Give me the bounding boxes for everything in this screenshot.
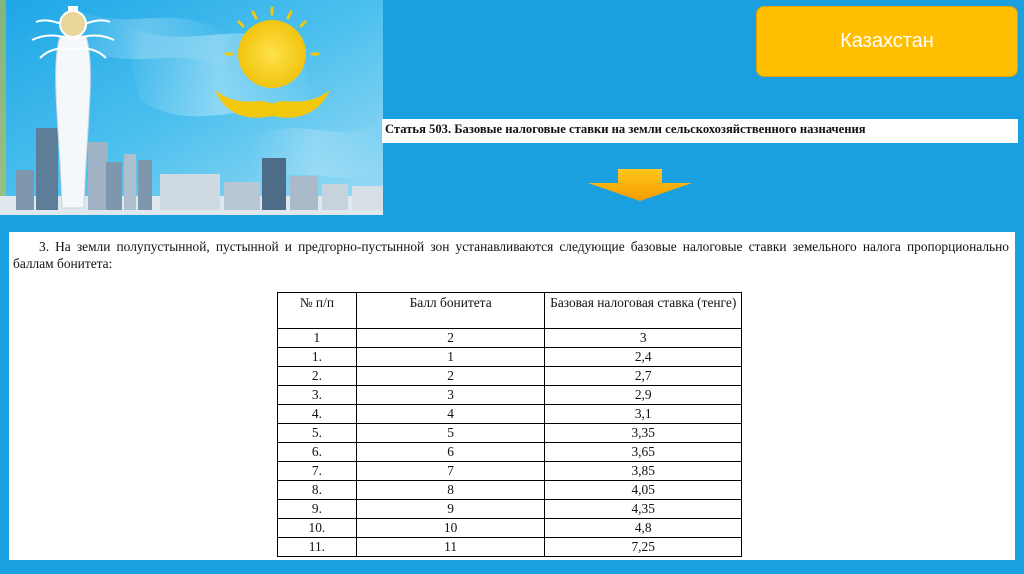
cell-number: 1 bbox=[278, 329, 357, 348]
clause-text: 3. На земли полупустынной, пустынной и предгорно-пустынной зон устанавливаются следующие базовые налоговые ставки земельного налога пропорционально баллам бонитета: bbox=[13, 239, 1009, 271]
tax-rates-table bbox=[277, 292, 742, 557]
cell-rate: 3,35 bbox=[545, 424, 742, 443]
table-header-row bbox=[278, 293, 742, 329]
cell-score: 9 bbox=[356, 500, 545, 519]
cell-score: 7 bbox=[356, 462, 545, 481]
table-row bbox=[278, 329, 742, 348]
cell-score: 10 bbox=[356, 519, 545, 538]
cell-rate: 3,65 bbox=[545, 443, 742, 462]
col-header-score: Балл бонитета bbox=[356, 293, 545, 329]
country-badge bbox=[756, 6, 1018, 77]
cell-score: 5 bbox=[356, 424, 545, 443]
table-row bbox=[278, 424, 742, 443]
cell-score: 1 bbox=[356, 348, 545, 367]
article-title: Статья 503. Базовые налоговые ставки на земли сельскохозяйственного назначения bbox=[382, 119, 1018, 143]
cell-score: 3 bbox=[356, 386, 545, 405]
cell-number: 6. bbox=[278, 443, 357, 462]
cell-number: 7. bbox=[278, 462, 357, 481]
cell-rate: 4,35 bbox=[545, 500, 742, 519]
flag-and-skyline-image bbox=[0, 0, 383, 215]
table-row bbox=[278, 443, 742, 462]
cell-rate: 3,1 bbox=[545, 405, 742, 424]
cell-number: 11. bbox=[278, 538, 357, 557]
cell-score: 2 bbox=[356, 367, 545, 386]
cell-rate: 3 bbox=[545, 329, 742, 348]
cell-score: 2 bbox=[356, 329, 545, 348]
cell-number: 5. bbox=[278, 424, 357, 443]
cell-number: 4. bbox=[278, 405, 357, 424]
cell-score: 6 bbox=[356, 443, 545, 462]
table-row bbox=[278, 367, 742, 386]
header-photo bbox=[0, 0, 383, 215]
cell-number: 9. bbox=[278, 500, 357, 519]
cell-rate: 2,9 bbox=[545, 386, 742, 405]
table-row bbox=[278, 405, 742, 424]
cell-number: 3. bbox=[278, 386, 357, 405]
cell-number: 8. bbox=[278, 481, 357, 500]
table-row bbox=[278, 500, 742, 519]
cell-score: 4 bbox=[356, 405, 545, 424]
arrow-down-icon bbox=[588, 169, 692, 201]
content-panel bbox=[9, 232, 1015, 560]
table-row bbox=[278, 481, 742, 500]
col-header-number: № п/п bbox=[278, 293, 357, 329]
cell-rate: 2,4 bbox=[545, 348, 742, 367]
table-row bbox=[278, 538, 742, 557]
col-header-rate: Базовая налоговая ставка (тенге) bbox=[545, 293, 742, 329]
cell-score: 8 bbox=[356, 481, 545, 500]
table-row bbox=[278, 386, 742, 405]
cell-rate: 4,05 bbox=[545, 481, 742, 500]
country-label: Казахстан bbox=[840, 30, 934, 52]
table-row bbox=[278, 462, 742, 481]
cell-rate: 7,25 bbox=[545, 538, 742, 557]
cell-number: 1. bbox=[278, 348, 357, 367]
table-row bbox=[278, 519, 742, 538]
cell-rate: 4,8 bbox=[545, 519, 742, 538]
cell-number: 10. bbox=[278, 519, 357, 538]
cell-number: 2. bbox=[278, 367, 357, 386]
cell-rate: 2,7 bbox=[545, 367, 742, 386]
cell-rate: 3,85 bbox=[545, 462, 742, 481]
table-row bbox=[278, 348, 742, 367]
cell-score: 11 bbox=[356, 538, 545, 557]
